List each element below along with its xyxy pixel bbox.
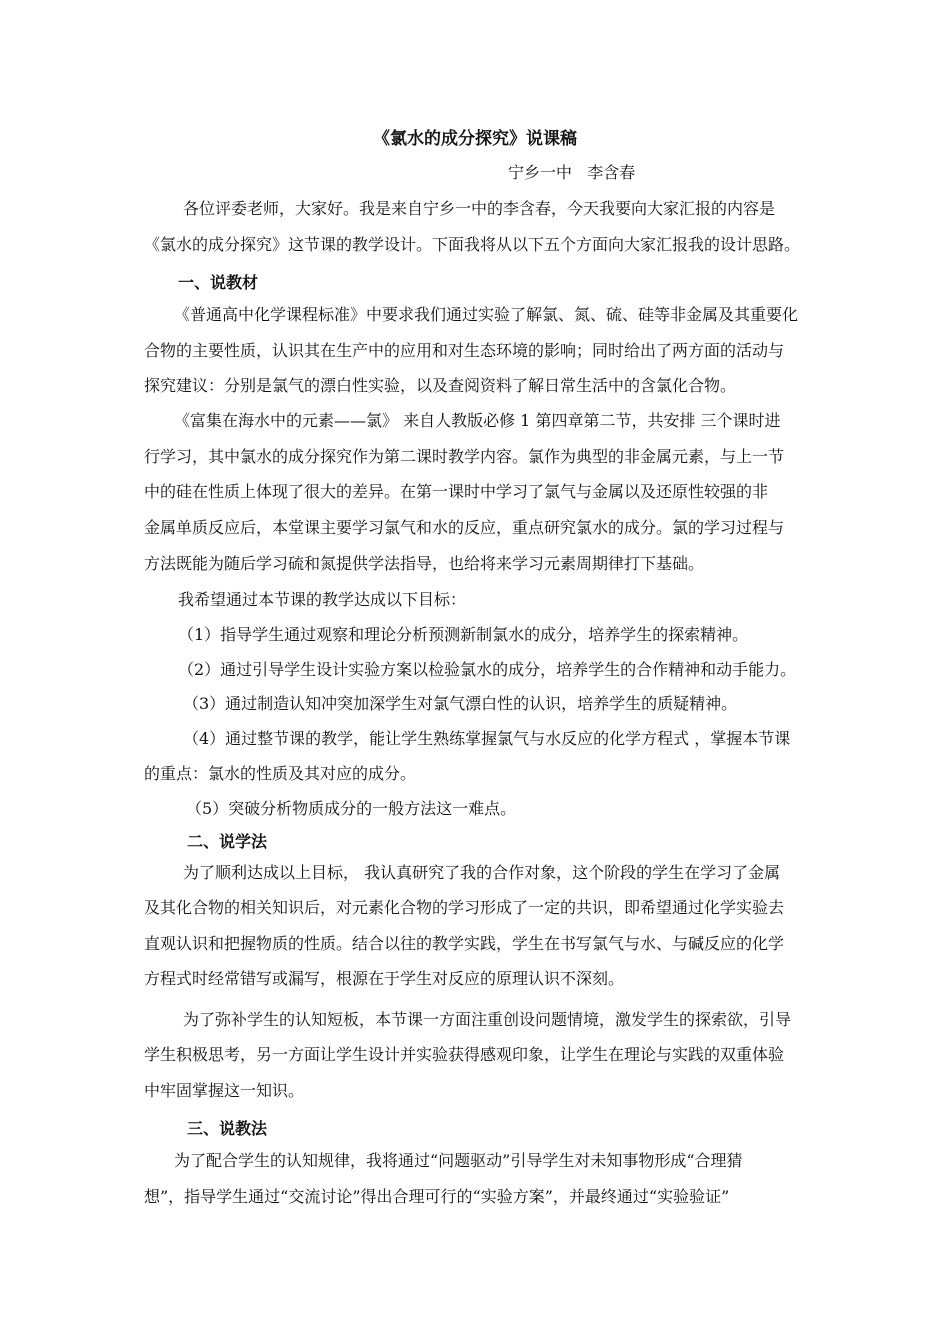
goal-item: （5）突破分析物质成分的一般方法这一难点。 [186,799,517,818]
section-heading: 三、说教法 [187,1119,268,1138]
author-line: 宁乡一中 李含春 [508,163,636,182]
paragraph-line: 《普通高中化学课程标准》中要求我们通过实验了解氯、氮、硫、硅等非金属及其重要化 [174,305,799,324]
paragraph-line: 《富集在海水中的元素——氯》 来自人教版必修 1 第四章第二节，共安排 三个课时进 [174,411,781,430]
goal-item: 的重点：氯水的性质及其对应的成分。 [144,764,417,783]
section-heading: 一、说教材 [178,273,259,292]
paragraph-line: 及其化合物的相关知识后，对元素化合物的学习形成了一定的共识，即希望通过化学实验去 [144,898,785,917]
paragraph-line: 为了顺利达成以上目标， 我认真研究了我的合作对象，这个阶段的学生在学习了金属 [183,863,781,882]
paragraph-line: 中的硅在性质上体现了很大的差异。在第一课时中学习了氯气与金属以及还原性较强的非 [144,482,769,501]
paragraph-line: 方程式时经常错写或漏写，根源在于学生对反应的原理认识不深刻。 [144,969,625,988]
goal-item: （2）通过引导学生设计实验方案以检验氯水的成分，培养学生的合作精神和动手能力。 [178,660,797,679]
paragraph-line: 方法既能为随后学习硫和氮提供学法指导，也给将来学习元素周期律打下基础。 [144,554,705,573]
paragraph-line: 探究建议：分别是氯气的漂白性实验，以及查阅资料了解日常生活中的含氯化合物。 [144,376,737,395]
paragraph-line: 学生积极思考，另一方面让学生设计并实验获得感观印象，让学生在理论与实践的双重体验 [144,1045,785,1064]
document-title: 《氯水的成分探究》说课稿 [373,129,577,149]
paragraph-line: 行学习，其中氯水的成分探究作为第二课时教学内容。氯作为典型的非金属元素，与上一节 [144,447,785,466]
paragraph-line: 《氯水的成分探究》这节课的教学设计。下面我将从以下五个方面向大家汇报我的设计思路。 [144,235,801,254]
paragraph-line: 直观认识和把握物质的性质。结合以往的教学实践，学生在书写氯气与水、与碱反应的化学 [144,934,785,953]
section-heading: 二、说学法 [187,832,268,851]
paragraph-line: 金属单质反应后，本堂课主要学习氯气和水的反应，重点研究氯水的成分。氯的学习过程与 [144,518,785,537]
paragraph-line: 为了弥补学生的认知短板，本节课一方面注重创设问题情境，激发学生的探索欲，引导 [183,1010,792,1029]
paragraph-line: 我希望通过本节课的教学达成以下目标： [178,590,467,609]
paragraph-line: 中牢固掌握这一知识。 [144,1081,305,1100]
paragraph-line: 想”，指导学生通过“交流讨论”得出合理可行的“实验方案”，并最终通过“实验验证” [144,1187,730,1206]
goal-item: （4）通过整节课的教学，能让学生熟练掌握氯气与水反应的化学方程式 ，掌握本节课 [183,729,791,748]
paragraph-line: 各位评委老师，大家好。我是来自宁乡一中的李含春，今天我要向大家汇报的内容是 [183,199,776,218]
goal-item: （3）通过制造认知冲突加深学生对氯气漂白性的认识，培养学生的质疑精神。 [183,694,738,713]
paragraph-line: 合物的主要性质，认识其在生产中的应用和对生态环境的影响；同时给出了两方面的活动与 [144,341,785,360]
paragraph-line: 为了配合学生的认知规律，我将通过“问题驱动”引导学生对未知事物形成“合理猜 [174,1151,743,1170]
goal-item: （1）指导学生通过观察和理论分析预测新制氯水的成分，培养学生的探索精神。 [178,625,749,644]
